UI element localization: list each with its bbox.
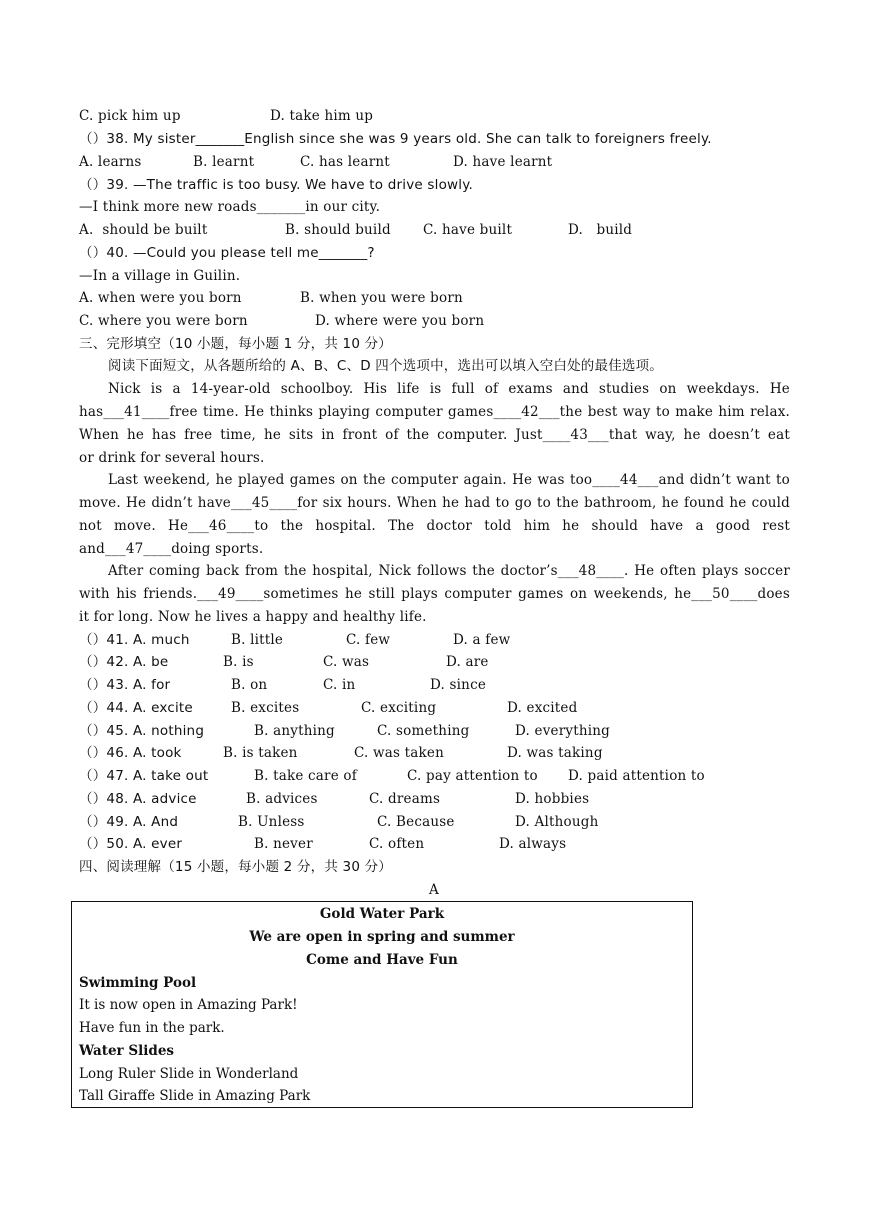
q45-option-b: B. anything [254, 723, 335, 739]
q45-option-a: （）45. A. nothing [79, 723, 205, 739]
q38-option-a: A. learns [79, 154, 142, 170]
passage-p1-line1: Nick is a 14-year-old schoolboy. His life is full of exams and studies on weekdays. He [108, 381, 790, 397]
q44-option-c: C. exciting [361, 700, 437, 716]
passage-p1-line2: has___41____free time. He thinks playing computer games____42___the best way to make him relax. [79, 404, 790, 420]
passage-p2-line4: and___47____doing sports. [79, 541, 264, 557]
q40-option-a: A. when were you born [79, 290, 242, 306]
q39-option-c: C. have built [423, 222, 513, 238]
q47-option-b: B. take care of [254, 768, 357, 784]
q49-option-d: D. Although [515, 814, 599, 830]
q37-option-c: C. pick him up [79, 108, 181, 124]
q43-option-a: （）43. A. for [79, 677, 171, 693]
q40-stem: （）40. —Could you please tell me_______? [79, 245, 375, 261]
section4-heading: 四、阅读理解（15 小题，每小题 2 分，共 30 分） [79, 859, 393, 875]
q42-option-a: （）42. A. be [79, 654, 169, 670]
q47-option-a: （）47. A. take out [79, 768, 209, 784]
q37-option-d: D. take him up [270, 108, 374, 124]
q39-option-a: A. should be built [79, 222, 208, 238]
q41-option-c: C. few [346, 632, 391, 648]
park-notice-box [71, 901, 693, 1108]
passage-p1-line3: When he has free time, he sits in front of the computer. Just____43___that way, he doesn’t eat [79, 427, 790, 443]
q44-option-d: D. excited [507, 700, 578, 716]
q40-reply: —In a village in Guilin. [79, 268, 241, 284]
notice-slogan: Come and Have Fun [306, 952, 458, 968]
q48-option-b: B. advices [246, 791, 318, 807]
water-slides-line1: Long Ruler Slide in Wonderland [79, 1066, 299, 1082]
q39-reply: —I think more new roads_______in our city. [79, 199, 381, 215]
q48-option-c: C. dreams [369, 791, 441, 807]
q39-option-d: D. build [568, 222, 633, 238]
q38-option-c: C. has learnt [300, 154, 390, 170]
q46-option-a: （）46. A. took [79, 745, 182, 761]
q46-option-c: C. was taken [354, 745, 444, 761]
passage-p2-line3: not move. He___46____to the hospital. The doctor told him he should have a good rest [79, 518, 790, 534]
passage-p3-line1: After coming back from the hospital, Nick follows the doctor’s___48____. He often plays soccer [108, 563, 790, 579]
q50-option-d: D. always [499, 836, 567, 852]
notice-open-seasons: We are open in spring and summer [249, 929, 515, 945]
q49-option-a: （）49. A. And [79, 814, 179, 830]
q46-option-d: D. was taking [507, 745, 603, 761]
passage-p1-line4: or drink for several hours. [79, 450, 265, 466]
q38-stem: （）38. My sister_______English since she was 9 years old. She can talk to foreigners freely. [79, 131, 712, 147]
q38-option-b: B. learnt [193, 154, 255, 170]
q50-option-c: C. often [369, 836, 425, 852]
q42-option-c: C. was [323, 654, 370, 670]
section3-heading: 三、完形填空（10 小题，每小题 1 分，共 10 分） [79, 336, 393, 352]
q43-option-b: B. on [231, 677, 268, 693]
q39-stem: （）39. —The traffic is too busy. We have to drive slowly. [79, 177, 473, 193]
q45-option-c: C. something [377, 723, 470, 739]
q44-option-a: （）44. A. excite [79, 700, 193, 716]
q41-option-d: D. a few [453, 632, 511, 648]
q50-option-b: B. never [254, 836, 313, 852]
swimming-pool-line2: Have fun in the park. [79, 1020, 225, 1036]
water-slides-line2: Tall Giraffe Slide in Amazing Park [79, 1088, 311, 1104]
q49-option-c: C. Because [377, 814, 455, 830]
reading-part-label: A [429, 882, 439, 898]
q38-option-d: D. have learnt [453, 154, 553, 170]
q41-option-a: （）41. A. much [79, 632, 190, 648]
passage-p3-line3: it for long. Now he lives a happy and healthy life. [79, 609, 427, 625]
q41-option-b: B. little [231, 632, 284, 648]
notice-title: Gold Water Park [319, 906, 445, 922]
swimming-pool-heading: Swimming Pool [79, 975, 197, 991]
section3-instruction: 阅读下面短文，从各题所给的 A、B、C、D 四个选项中，选出可以填入空白处的最佳选项。 [108, 358, 663, 374]
swimming-pool-line1: It is now open in Amazing Park! [79, 997, 298, 1013]
q47-option-d: D. paid attention to [568, 768, 705, 784]
q42-option-b: B. is [223, 654, 254, 670]
q48-option-d: D. hobbies [515, 791, 590, 807]
q40-option-d: D. where were you born [315, 313, 485, 329]
q49-option-b: B. Unless [238, 814, 305, 830]
q47-option-c: C. pay attention to [407, 768, 538, 784]
q50-option-a: （）50. A. ever [79, 836, 183, 852]
water-slides-heading: Water Slides [79, 1043, 175, 1059]
passage-p2-line2: move. He didn’t have___45____for six hours. When he had to go to the bathroom, he found he could [79, 495, 790, 511]
q48-option-a: （）48. A. advice [79, 791, 197, 807]
passage-p2-line1: Last weekend, he played games on the computer again. He was too____44___and didn’t want to [108, 472, 790, 488]
q43-option-d: D. since [430, 677, 487, 693]
q42-option-d: D. are [446, 654, 489, 670]
q39-option-b: B. should build [285, 222, 391, 238]
q46-option-b: B. is taken [223, 745, 298, 761]
q45-option-d: D. everything [515, 723, 610, 739]
passage-p3-line2: with his friends.___49____sometimes he still plays computer games on weekends, he___50____does [79, 586, 790, 602]
q40-option-c: C. where you were born [79, 313, 248, 329]
q43-option-c: C. in [323, 677, 356, 693]
q40-option-b: B. when you were born [300, 290, 463, 306]
q44-option-b: B. excites [231, 700, 300, 716]
